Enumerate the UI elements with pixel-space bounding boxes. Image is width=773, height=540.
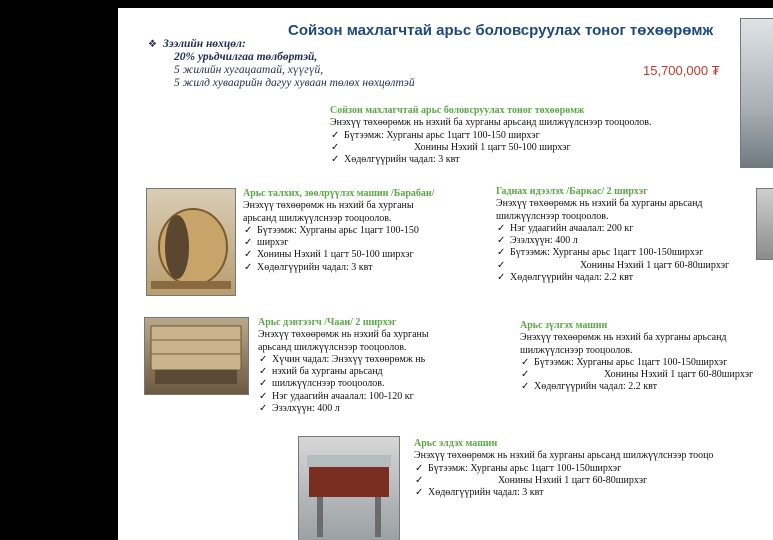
section-drum xyxy=(243,188,434,274)
section-washer-desc-2: шилжүүлснээр тооцоолов. xyxy=(496,210,609,222)
section-vat-desc-1: Энэхүү төхөөрөмж нь нэхий ба хурганы xyxy=(258,329,429,341)
list-item: ✓ Хөдөлгүүрийн чадал: 2.2 квт xyxy=(520,381,753,393)
list-item: ✓ Хөдөлгүүрийн чадал: 3 квт xyxy=(414,487,713,499)
list-item-continued: ✓ ширхэг xyxy=(243,237,434,249)
terms-line-1: 20% урьдчилгаа төлбөртэй, xyxy=(174,51,318,63)
softening-machine-photo xyxy=(298,436,400,540)
list-item: ✓ Эзэлхүүн: 400 л xyxy=(258,403,429,415)
section-softener-title: Арьс элдэх машин xyxy=(414,438,498,449)
terms-line-2: 5 жилийн хугацаатай, хүүгүй, xyxy=(174,64,324,76)
section-scraper xyxy=(520,320,753,394)
list-item: ✓ Бүтээмж: Хурганы арьс 1цагт 100-150ширхэг xyxy=(520,357,753,369)
slide xyxy=(118,8,773,540)
list-item: ✓ Хөдөлгүүрийн чадал: 3 квт xyxy=(330,154,652,166)
list-item-continued: ✓ шилжүүлснээр тооцоолов. xyxy=(258,378,429,390)
list-item: ✓ Нэг удаагийн ачаалал: 200 кг xyxy=(496,223,729,235)
list-item: ✓ Бүтээмж: Хурганы арьс 1цагт 100-150ширхэг xyxy=(496,247,729,259)
list-item-continued: ✓ нэхий ба хурганы арьсанд xyxy=(258,366,429,378)
section-scraper-title: Арьс зүлгэх машин xyxy=(520,320,608,331)
washer-photo xyxy=(756,188,773,260)
list-item: ✓ Бүтээмж: Хурганы арьс 1цагт 100-150 ширхэг xyxy=(330,130,652,142)
list-item: ✓ Хонины Нэхий 1 цагт 50-100 ширхэг xyxy=(243,249,434,261)
page-title: Сойзон махлагчтай арьс боловсруулах тоног төхөөрөмж xyxy=(288,22,714,39)
section-complex xyxy=(330,105,652,166)
section-drum-desc-1: Энэхүү төхөөрөмж нь нэхий ба хурганы xyxy=(243,200,414,212)
terms-heading: Зээлийн нөхцөл: xyxy=(162,38,246,50)
list-item: ✓ Хонины Нэхий 1 цагт 60-80ширхэг xyxy=(520,369,753,381)
section-softener xyxy=(414,438,713,499)
list-item: ✓ Бүтээмж: Хурганы арьс 1цагт 100-150 xyxy=(243,225,434,237)
section-scraper-desc-2: шилжүүлснээр тооцоолов. xyxy=(520,344,633,356)
section-softener-desc: Энэхүү төхөөрөмж нь нэхий ба хурганы арьсанд шилжүүлснээр тооцо xyxy=(414,450,714,462)
section-washer xyxy=(496,186,729,284)
section-vat xyxy=(258,317,429,415)
tanning-vat-photo xyxy=(144,317,249,395)
section-drum-title: Арьс талхих, зөөлрүүлэх машин /Барабан/ xyxy=(243,188,435,199)
section-vat-desc-2: арьсанд шилжүүлснээр тооцоолов. xyxy=(258,341,407,353)
price: 15,700,000 ₮ xyxy=(643,63,720,78)
terms-line-3: 5 жилд хуваарийн дагуу хуваан төлөх нөхцөлтэй xyxy=(174,77,415,89)
complex-machine-photo xyxy=(740,18,773,168)
list-item: ✓ Хонины Нэхий 1 цагт 60-80ширхэг xyxy=(496,260,729,272)
list-item: ✓ Хонины Нэхий 1 цагт 50-100 ширхэг xyxy=(330,142,652,154)
list-item: ✓ Хөдөлгүүрийн чадал: 3 квт xyxy=(243,262,434,274)
loan-terms xyxy=(148,38,415,90)
section-vat-title: Арьс дэвтээгч /Чаан/ 2 ширхэг xyxy=(258,317,397,328)
list-item: ✓ Эзэлхүүн: 400 л xyxy=(496,235,729,247)
section-drum-desc-2: арьсанд шилжүүлснээр тооцоолов. xyxy=(243,212,392,224)
section-complex-title: Сойзон махлагчтай арьс боловсруулах тоног төхөөрөмж xyxy=(330,105,585,116)
section-washer-desc-1: Энэхүү төхөөрөмж нь нэхий ба хурганы арьсанд xyxy=(496,198,703,210)
drum-machine-photo xyxy=(146,188,236,296)
list-item: ✓ Нэг удаагийн ачаалал: 100-120 кг xyxy=(258,391,429,403)
list-item: ✓ Хүчин чадал: Энэхүү төхөөрөмж нь xyxy=(258,354,429,366)
section-complex-desc: Энэхүү төхөөрөмж нь нэхий ба хурганы арьсанд шилжүүлснээр тооцоолов. xyxy=(330,117,652,129)
diamond-bullet-icon: ❖ xyxy=(148,39,157,50)
list-item: ✓ Бүтээмж: Хурганы арьс 1цагт 100-150ширхэг xyxy=(414,463,713,475)
list-item: ✓ Хонины Нэхий 1 цагт 60-80ширхэг xyxy=(414,475,713,487)
section-scraper-desc-1: Энэхүү төхөөрөмж нь нэхий ба хурганы арьсанд xyxy=(520,332,727,344)
section-washer-title: Гаднах идээлэх /Баркас/ 2 ширхэг xyxy=(496,186,648,197)
list-item: ✓ Хөдөлгүүрийн чадал: 2.2 квт xyxy=(496,272,729,284)
